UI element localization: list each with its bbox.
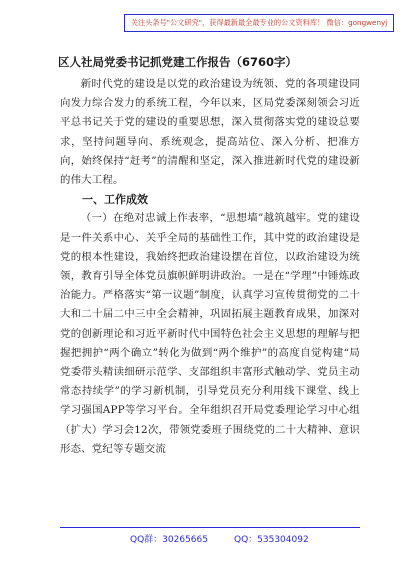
footer-qq: QQ：535304092 [233, 535, 309, 545]
footer-contact [130, 532, 350, 546]
subsection-paragraph: （一）在绝对忠诚上作表率，“思想墙”越筑越牢。党的建设是一件关系中心、关乎全局的基础性工作，其中党的政治建设是党的根本性建设，我始终把政治建设摆在首位，以政治建设为统领，教育引导全体党员旗帜鲜明讲政治。一是在“学理”中锤炼政治能力。严格落实“第一议题”制度，认真学习宣传贯彻党的二十大和二十届二中三中全会精神，巩固拓展主题教育成果，加深对党的创新理论和习近平新时代中国特色社会主义思想的理解与把握把拥护“两个确立”转化为做到“两个维护”的高度自觉构建“局党委带头精读细研示范学、支部组织丰富形式触动学、党员主动常态持续学”的学习新机制，引导党员充分利用线下课堂、线上学习强国APP等学习平台。全年组织召开局党委理论学习中心组（扩大）学习会12次，带领党委班子围绕党的二十大精神、意识形态、党纪等专题交流 [60, 212, 360, 455]
section-heading: 一、工作成效 [82, 193, 148, 207]
intro-paragraph: 新时代党的建设是以党的政治建设为统领、党的各项建设同向发力综合发力的系统工程，今年以来，区局党委深刻领会习近平总书记关于党的建设的重要思想，深入贯彻落实党的建设总要求，坚持问题导向、系统观念，提高站位、深入分析、把准方向，始终保持“赶考”的清醒和坚定，深入推进新时代党的建设新的伟大工程。 [60, 78, 360, 187]
footer-qq-group: QQ群：30265665 [130, 535, 208, 545]
document-body [60, 75, 360, 459]
document-title: 区人社局党委书记抓党建工作报告（6760字） [58, 55, 298, 69]
footer-divider [60, 527, 360, 528]
promo-banner: 关注头条号"公文研究"，获得最新最全最专业的公文资料库！ 微信：gongwenyj [124, 14, 394, 32]
